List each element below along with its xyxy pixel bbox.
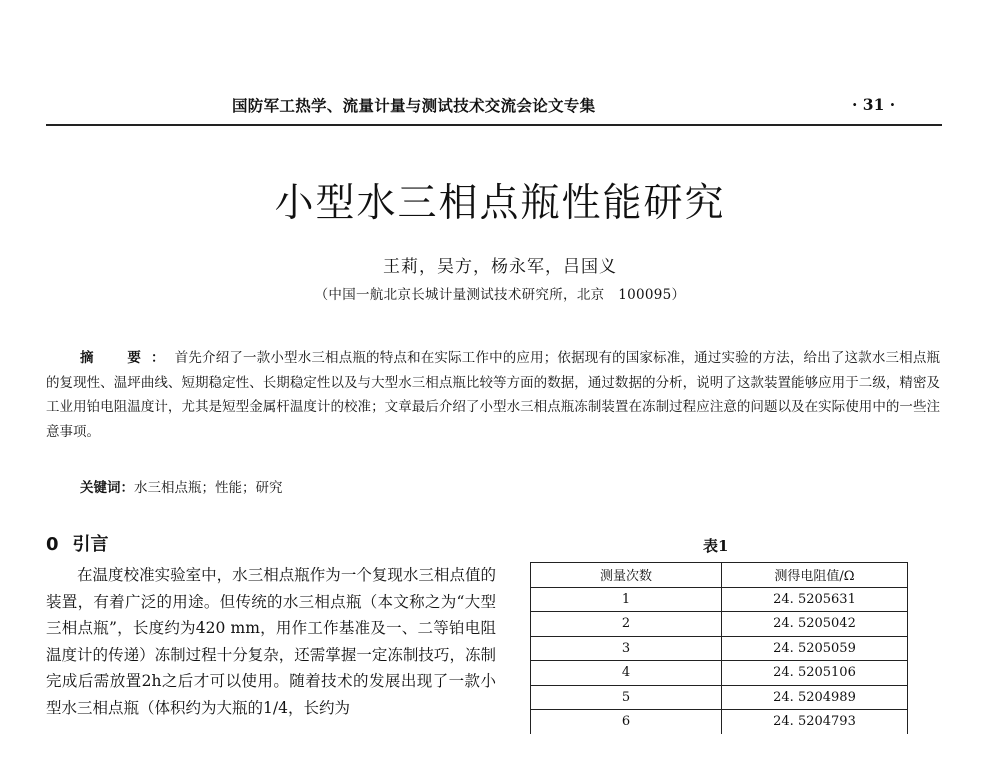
keywords-label: 关键词：	[80, 480, 134, 496]
table-cell: 4	[531, 661, 722, 686]
page-number: · 31 ·	[852, 95, 896, 114]
table-cell: 24. 5204989	[722, 685, 908, 710]
abstract-label: 摘 要：	[80, 350, 175, 366]
abstract-text: 首先介绍了一款小型水三相点瓶的特点和在实际工作中的应用；依据现有的国家标准，通过实验的方法，给出了这款水三相点瓶的复现性、温坪曲线、短期稳定性、长期稳定性以及与大型水三相点瓶比较等方面的数据，通过数据的分析，说明了这款装置能够应用于二级，精密及工业用铂电阻温度计，尤其是短型金属杆温度计的校准；文章最后介绍了小型水三相点瓶冻制装置在冻制过程应注意的问题以及在实际使用中的一些注意事项。	[46, 350, 941, 440]
authors: 王莉，吴方，杨永军，吕国义	[383, 257, 617, 277]
table-cell: 24. 5205631	[722, 587, 908, 612]
running-header: 国防军工热学、流量计量与测试技术交流会论文专集	[232, 97, 596, 115]
table-cell: 24. 5205042	[722, 612, 908, 637]
table-row	[531, 587, 908, 612]
section-title: 引言	[72, 534, 109, 555]
table-row	[531, 661, 908, 686]
abstract	[46, 346, 940, 444]
table-caption: 表1	[703, 537, 729, 555]
paper-title: 小型水三相点瓶性能研究	[274, 181, 726, 226]
section-number: 0	[46, 534, 59, 555]
keywords	[80, 476, 283, 496]
table-cell: 24. 5205059	[722, 636, 908, 661]
table-cell: 6	[531, 710, 722, 734]
table-cell: 3	[531, 636, 722, 661]
table-header-row	[531, 563, 908, 588]
table-row	[531, 636, 908, 661]
table-row	[531, 612, 908, 637]
table-cell: 24. 5204793	[722, 710, 908, 734]
table-cell: 24. 5205106	[722, 661, 908, 686]
table-row	[531, 685, 908, 710]
table-cell: 1	[531, 587, 722, 612]
table-cell: 5	[531, 685, 722, 710]
keywords-text: 水三相点瓶；性能；研究	[134, 480, 283, 496]
section-body: 在温度校准实验室中，水三相点瓶作为一个复现水三相点值的装置，有着广泛的用途。但传统的水三相点瓶（本文称之为“大型三相点瓶”，长度约为420 mm，用作工作基准及一、二等铂电阻温度计的传递）冻制过程十分复杂，还需掌握一定冻制技巧，冻制完成后需放置2h之后才可以使用。随着技术的发展出现了一款小型水三相点瓶（体积约为大瓶的1/4，长约为	[46, 566, 496, 717]
table-header-cell: 测得电阻值/Ω	[722, 563, 908, 588]
table-header-cell: 测量次数	[531, 563, 722, 588]
header-rule	[46, 124, 942, 126]
section-heading	[46, 530, 109, 556]
measurement-table	[530, 562, 908, 734]
table-cell: 2	[531, 612, 722, 637]
table-row	[531, 710, 908, 734]
affiliation: （中国一航北京长城计量测试技术研究所，北京 100095）	[314, 287, 686, 303]
